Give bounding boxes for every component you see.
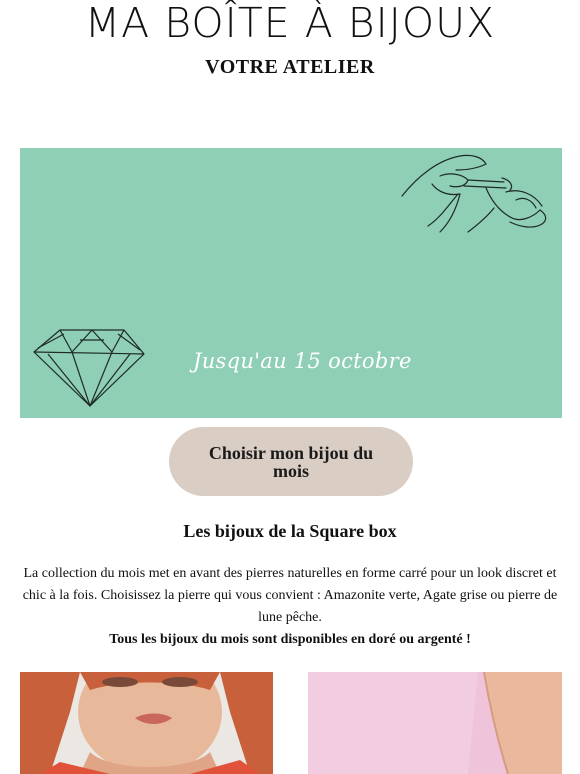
- pink-top-illustration: [308, 672, 562, 774]
- hands-tweezers-icon: [402, 155, 546, 232]
- brand-tagline: VOTRE ATELIER: [205, 56, 375, 78]
- section-description: La collection du mois met en avant des pierres naturelles en forme carré pour un look discret et chic à la fois. Choisissez la pierre qui vous convient : Amazonite verte, Agate grise ou pierre de lune pêche.: [22, 566, 558, 625]
- choose-jewel-button-label: Choisir mon bijou du mois: [208, 442, 374, 481]
- brand-logo[interactable]: MA BOÎTE À BIJOUX: [84, 0, 496, 47]
- diamond-icon: [34, 330, 144, 406]
- hero-banner[interactable]: [20, 148, 562, 418]
- section-highlight: Tous les bijoux du mois sont disponibles en doré ou argenté !: [109, 632, 471, 647]
- hero-caption: Jusqu'au 15 octobre: [193, 349, 412, 373]
- pink-top-photo[interactable]: [308, 672, 562, 774]
- model-portrait-photo[interactable]: [20, 672, 273, 774]
- model-portrait-illustration: [20, 672, 273, 774]
- choose-jewel-button[interactable]: [169, 427, 413, 496]
- section-title: Les bijoux de la Square box: [183, 521, 397, 541]
- hero-illustration: [20, 148, 562, 418]
